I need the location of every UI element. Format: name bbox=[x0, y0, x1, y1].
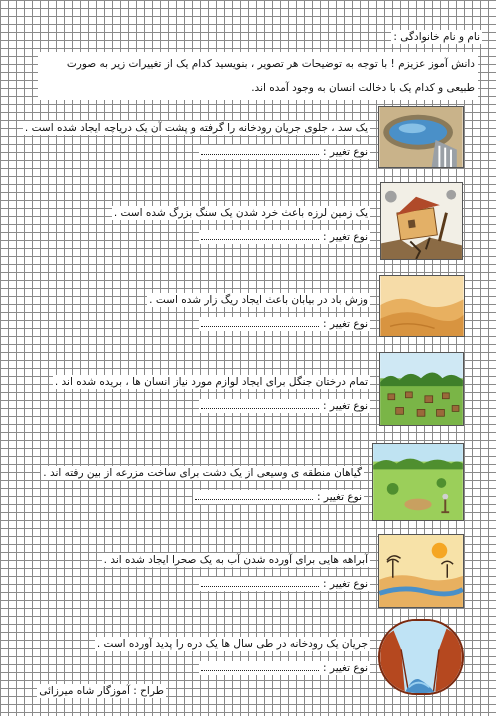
canyon-river-icon bbox=[378, 619, 464, 695]
item-1-answer-blank[interactable] bbox=[201, 145, 319, 155]
item-4-answer-blank[interactable] bbox=[201, 399, 319, 409]
item-6-answer-blank[interactable] bbox=[201, 577, 319, 587]
item-5-answer-label: نوع تغییر : bbox=[317, 491, 362, 503]
item-1-answer[interactable] bbox=[199, 145, 370, 159]
item-7-text: جریان یک رودخانه در طی سال ها یک دره را پدید آورده است . bbox=[96, 638, 368, 650]
desert-waterway-icon bbox=[378, 534, 464, 608]
item-5-answer[interactable] bbox=[193, 490, 364, 504]
designer-credit: طراح : آموزگار شاه میرزائی bbox=[39, 685, 164, 697]
item-2-text: یک زمین لرزه باعث خرد شدن یک سنگ بزرگ شده است . bbox=[113, 207, 368, 219]
item-2-answer[interactable] bbox=[199, 230, 370, 244]
item-2-answer-label: نوع تغییر : bbox=[323, 231, 368, 243]
instructions bbox=[38, 52, 478, 100]
item-4-text: تمام درختان جنگل برای ایجاد لوازم مورد نیاز انسان ها ، بریده شده اند . bbox=[54, 376, 368, 388]
dam-lake-icon bbox=[378, 106, 464, 168]
item-6-answer[interactable] bbox=[199, 577, 370, 591]
instructions-line-2: طبیعی و کدام یک با دخالت انسان به وجود آمده اند. bbox=[251, 82, 475, 94]
tree-stumps-icon bbox=[379, 352, 464, 426]
item-5-text: گیاهان منطقه ی وسیعی از یک دشت برای ساخت مزرعه از بین رفته اند . bbox=[43, 467, 362, 479]
item-6-text: آبراهه هایی برای آورده شدن آب به یک صحرا ایجاد شده اند . bbox=[103, 554, 368, 566]
item-7-answer[interactable] bbox=[199, 661, 370, 675]
item-6-answer-label: نوع تغییر : bbox=[323, 578, 368, 590]
earthquake-icon bbox=[380, 182, 463, 260]
item-3-answer-blank[interactable] bbox=[201, 317, 319, 327]
item-3-answer[interactable] bbox=[199, 317, 370, 331]
item-5-answer-blank[interactable] bbox=[195, 490, 313, 500]
item-2-answer-blank[interactable] bbox=[201, 230, 319, 240]
student-name-label: نام و نام خانوادگی : bbox=[393, 31, 480, 43]
item-7-answer-label: نوع تغییر : bbox=[323, 662, 368, 674]
item-3-text: وزش باد در بیابان باعث ایجاد ریگ زار شده است . bbox=[149, 294, 368, 306]
desert-dunes-icon bbox=[379, 275, 465, 337]
item-7-answer-blank[interactable] bbox=[201, 661, 319, 671]
item-4-answer[interactable] bbox=[199, 399, 370, 413]
item-3-answer-label: نوع تغییر : bbox=[323, 318, 368, 330]
savanna-field-icon bbox=[372, 443, 464, 521]
item-4-answer-label: نوع تغییر : bbox=[323, 400, 368, 412]
instructions-line-1: دانش آموز عزیزم ! با توجه به توضیحات هر تصویر ، بنویسید کدام یک از تغییرات زیر به صورت bbox=[66, 58, 475, 70]
item-1-text: یک سد ، جلوی جریان رودخانه را گرفته و پشت آن یک دریاچه ایجاد شده است . bbox=[24, 122, 368, 134]
item-1-answer-label: نوع تغییر : bbox=[323, 146, 368, 158]
